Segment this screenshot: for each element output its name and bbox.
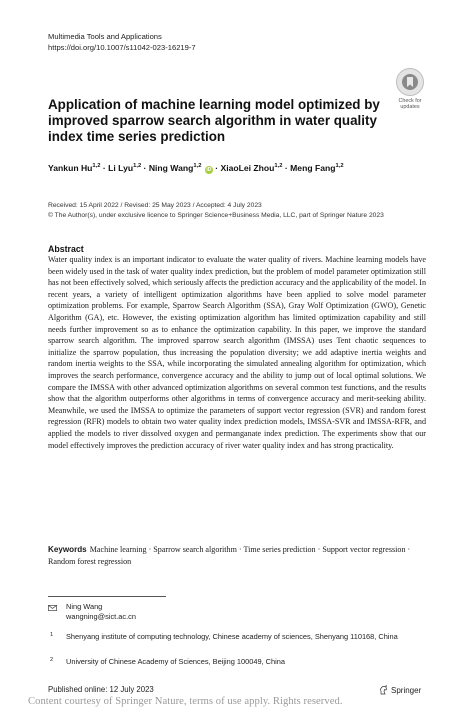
publisher-logo[interactable] [379,685,421,695]
paper-title: Application of machine learning model optimized by improved sparrow search algorithm in water quality index time series prediction [48,97,380,145]
doi-link[interactable]: https://doi.org/10.1007/s11042-023-16219-7 [48,43,196,52]
author[interactable]: Li Lyu$^{1,2}$ [108,163,142,173]
copyright-line: © The Author(s), under exclusive licence to Springer Science+Business Media, LLC, part of Springer Nature 2023 [48,212,384,219]
author-list: Yankun Hu$^{1,2}$ · Li Lyu$^{1,2}$ · Ning Wang$^{1,2}$ iD · XiaoLei Zhou$^{1,2}$ · Meng Fang$^{1,2}$ [48,163,344,173]
watermark-notice: Content courtesy of Springer Nature, terms of use apply. Rights reserved. [28,696,343,707]
bookmark-icon [396,68,424,96]
published-online-date: Published online: 12 July 2023 [48,685,154,694]
journal-header [48,31,196,53]
keywords-label: Keywords [48,545,87,554]
author[interactable]: Meng Fang$^{1,2}$ [290,163,344,173]
author[interactable]: XiaoLei Zhou$^{1,2}$ [220,163,283,173]
corresponding-author-email[interactable]: wangning@sict.ac.cn [66,612,136,621]
corresponding-author-name: Ning Wang [66,602,103,611]
check-for-updates-badge[interactable] [393,68,427,110]
keywords-text: Machine learning · Sparrow search algorithm · Time series prediction · Support vector regression · Random forest regression [48,545,411,566]
received-revised-accepted: Received: 15 April 2022 / Revised: 25 May 2023 / Accepted: 4 July 2023 [48,202,262,209]
affiliation-2: University of Chinese Academy of Sciences, Beijing 100049, China [66,657,285,666]
abstract-heading: Abstract [48,244,84,254]
envelope-icon [48,605,57,611]
author[interactable]: Yankun Hu$^{1,2}$ [48,163,101,173]
author[interactable]: Ning Wang$^{1,2}$ iD [148,163,212,173]
check-for-updates-label: Check for updates [398,98,422,110]
footnote-divider [48,596,166,597]
springer-horse-icon [379,685,388,695]
publisher-name: Springer [391,685,422,695]
abstract-body: Water quality index is an important indicator to evaluate the water quality of rivers. Machine learning models have been widely used in the task of water quality index prediction, but the problem of model parameter optimization still has not been effectively solved, which seriously affects the prediction accuracy and the applicability of the model. In recent years, a variety of intelligent optimization algorithms have been applied to solve model parameter optimization problems. For example, Sparrow Search Algorithm (SSA), Gray Wolf Optimization (GWO), Genetic Algorithm (GA), etc. However, the existing optimization algorithm has limited optimization capability and still needs further improvement so as to enhance the optimization capability. In this paper, we improve the standard sparrow search algorithm. The improved sparrow search algorithm (IMSSA) uses Tent chaotic sequences to initialize the sparrow population, thus increasing the population diversity; we add adaptive inertia weights and random inertia weights to the SSA, while incorporating the simulated annealing algorithm for optimization, which improves the search performance, convergence accuracy and the ability to jump out of local optimal solutions. We compare the IMSSA with other advanced optimization algorithms on several common test functions, and the results show that the algorithm outperforms other algorithms in terms of convergence accuracy and merit-seeking ability. Meanwhile, we used the IMSSA to optimize the parameters of support vector regression (SVR) and random forest regression (RFR) models to obtain two water quality index prediction models, IMSSA-SVR and IMSSA-RFR, and applied the models to river dissolved oxygen and permanganate index prediction. The experiments show that our model effectively improves the prediction accuracy of river water quality index and has strong practicality. [48,255,426,450]
affiliation-1: Shenyang institute of computing technology, Chinese academy of sciences, Shenyang 110168, China [66,632,398,641]
affiliation-marker: 2 [50,657,54,663]
affiliation-marker: 1 [50,632,54,638]
journal-name: Multimedia Tools and Applications [48,32,162,41]
keywords [48,544,426,567]
publication-history [48,201,384,221]
orcid-icon[interactable]: iD [206,167,212,173]
